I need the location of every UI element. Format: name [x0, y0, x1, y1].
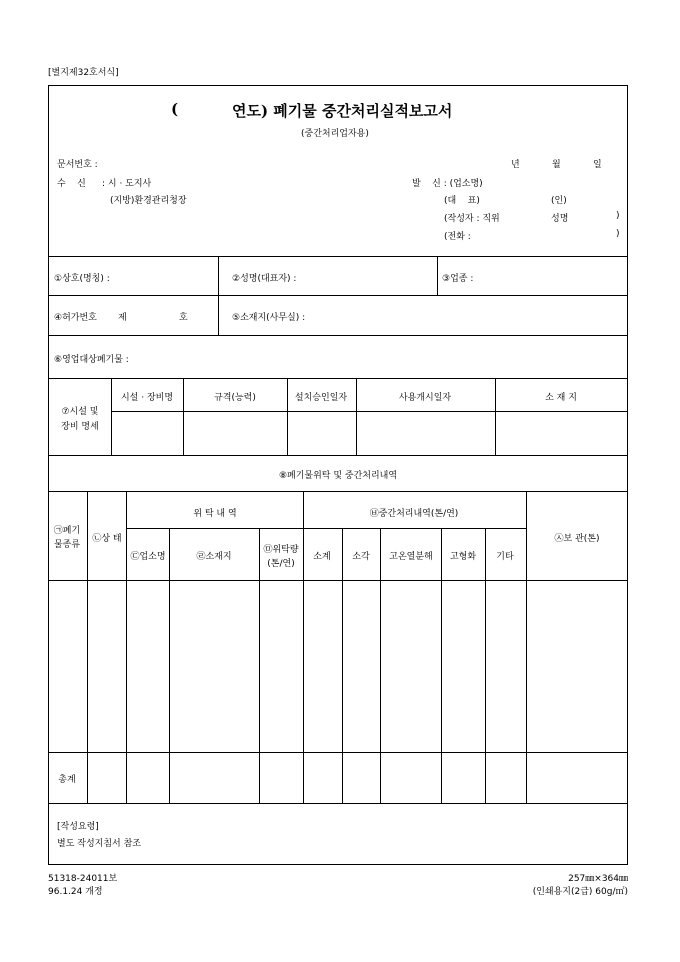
divider — [48, 378, 628, 379]
divider — [526, 491, 527, 803]
incineration-header: 소각 — [352, 552, 370, 562]
divider — [48, 256, 628, 257]
permit-ho: 호 — [179, 313, 188, 323]
writer-name-label: 성명 — [551, 214, 569, 224]
state-header: ㉡상 태 — [92, 534, 122, 544]
divider — [287, 378, 288, 455]
writer-label: (작성자 : 직위 — [444, 214, 500, 224]
other-header: 기타 — [496, 552, 514, 562]
divider — [48, 803, 628, 804]
footer-paper: (인쇄용지(2급) 60g/㎡) — [532, 887, 628, 897]
treatment-header: ㉥중간처리내역(톤/연) — [369, 509, 459, 519]
footer-revised: 96.1.24 개정 — [48, 887, 103, 897]
location-label: ⑤소재지(사무실) : — [232, 313, 306, 323]
footer-size: 257㎜×364㎜ — [568, 874, 628, 884]
divider — [48, 491, 628, 492]
footer-code: 51318-24011보 — [48, 874, 118, 884]
date-day: 일 — [593, 160, 602, 170]
divider — [437, 256, 438, 295]
pyrolysis-header: 고온열분해 — [389, 552, 433, 562]
divider — [87, 491, 88, 803]
form-title: 연도) 폐기물 중간처리실적보고서 — [232, 102, 453, 120]
company-name-label: ①상호(명칭) : — [54, 274, 110, 284]
subtotal-header: 소계 — [313, 552, 331, 562]
form-subtitle: (중간처리업자용) — [301, 129, 369, 139]
representative-label: (대 표) — [444, 196, 480, 206]
facility-col-location: 소 재 지 — [545, 393, 577, 403]
divider — [380, 528, 381, 803]
divider — [48, 335, 628, 336]
divider — [48, 580, 628, 581]
divider — [485, 528, 486, 803]
divider — [111, 411, 628, 412]
waste-type-header-1: ㉠폐기 — [53, 526, 81, 536]
divider — [48, 752, 628, 753]
consign-header: 위 탁 내 역 — [193, 509, 237, 519]
business-type-label: ③업종 : — [442, 274, 474, 284]
divider — [126, 528, 526, 529]
waste-target-label: ⑥영업대상폐기물 : — [54, 355, 129, 365]
divider — [126, 491, 127, 803]
divider — [259, 528, 260, 803]
phone-label: (전화 : — [444, 232, 471, 242]
notes-title: [작성요령] — [57, 822, 99, 832]
date-year: 년 — [511, 160, 520, 170]
divider — [183, 378, 184, 455]
doc-number-label: 문서번호 : — [57, 160, 98, 170]
divider — [218, 256, 219, 335]
phone-close: ) — [616, 229, 620, 239]
seal-mark: (인) — [551, 196, 567, 206]
consign-location-header: ㉣소재지 — [196, 552, 232, 562]
permit-je: 제 — [118, 313, 127, 323]
permit-number-label: ④허가번호 — [54, 313, 97, 323]
divider — [169, 528, 170, 803]
sender-label: 발 신 : (업소명) — [412, 179, 483, 189]
divider — [111, 378, 112, 455]
company-name-header: ㉢업소명 — [130, 552, 166, 562]
divider — [342, 528, 343, 803]
storage-header: ㉦보 관(톤) — [554, 534, 600, 544]
facility-col-name: 시설 · 장비명 — [120, 393, 174, 403]
total-label: 총계 — [58, 775, 76, 785]
form-code: [별지제32호서식] — [48, 68, 119, 78]
divider — [441, 528, 442, 803]
consign-amount-header-2: (톤/연) — [267, 559, 295, 569]
title-paren: ( — [171, 100, 179, 118]
recipient-value-2: (지방)환경관리청장 — [110, 196, 187, 206]
divider — [303, 491, 304, 803]
divider — [356, 378, 357, 455]
solidify-header: 고형화 — [449, 552, 477, 562]
writer-close: ) — [616, 211, 620, 221]
facility-col-start: 사용개시일자 — [398, 393, 452, 403]
divider — [495, 378, 496, 455]
recipient-label: 수 신 — [57, 179, 86, 189]
recipient-value: : 시 · 도지사 — [102, 179, 152, 189]
facility-col-spec: 규격(능력) — [214, 393, 256, 403]
consign-amount-header-1: ㉤위탁량 — [263, 545, 299, 555]
representative-name-label: ②성명(대표자) : — [232, 274, 297, 284]
section-8-title: ⑧폐기물위탁 및 중간처리내역 — [278, 471, 398, 481]
divider — [48, 295, 628, 296]
waste-type-header-2: 물종류 — [53, 540, 81, 550]
date-month: 월 — [552, 160, 561, 170]
facility-label-1: ⑦시설 및 — [61, 407, 99, 417]
notes-body: 별도 작성지침서 참조 — [57, 839, 141, 849]
divider — [48, 455, 628, 456]
facility-label-2: 장비 명세 — [61, 422, 99, 432]
facility-col-approval: 설치승인일자 — [294, 393, 348, 403]
